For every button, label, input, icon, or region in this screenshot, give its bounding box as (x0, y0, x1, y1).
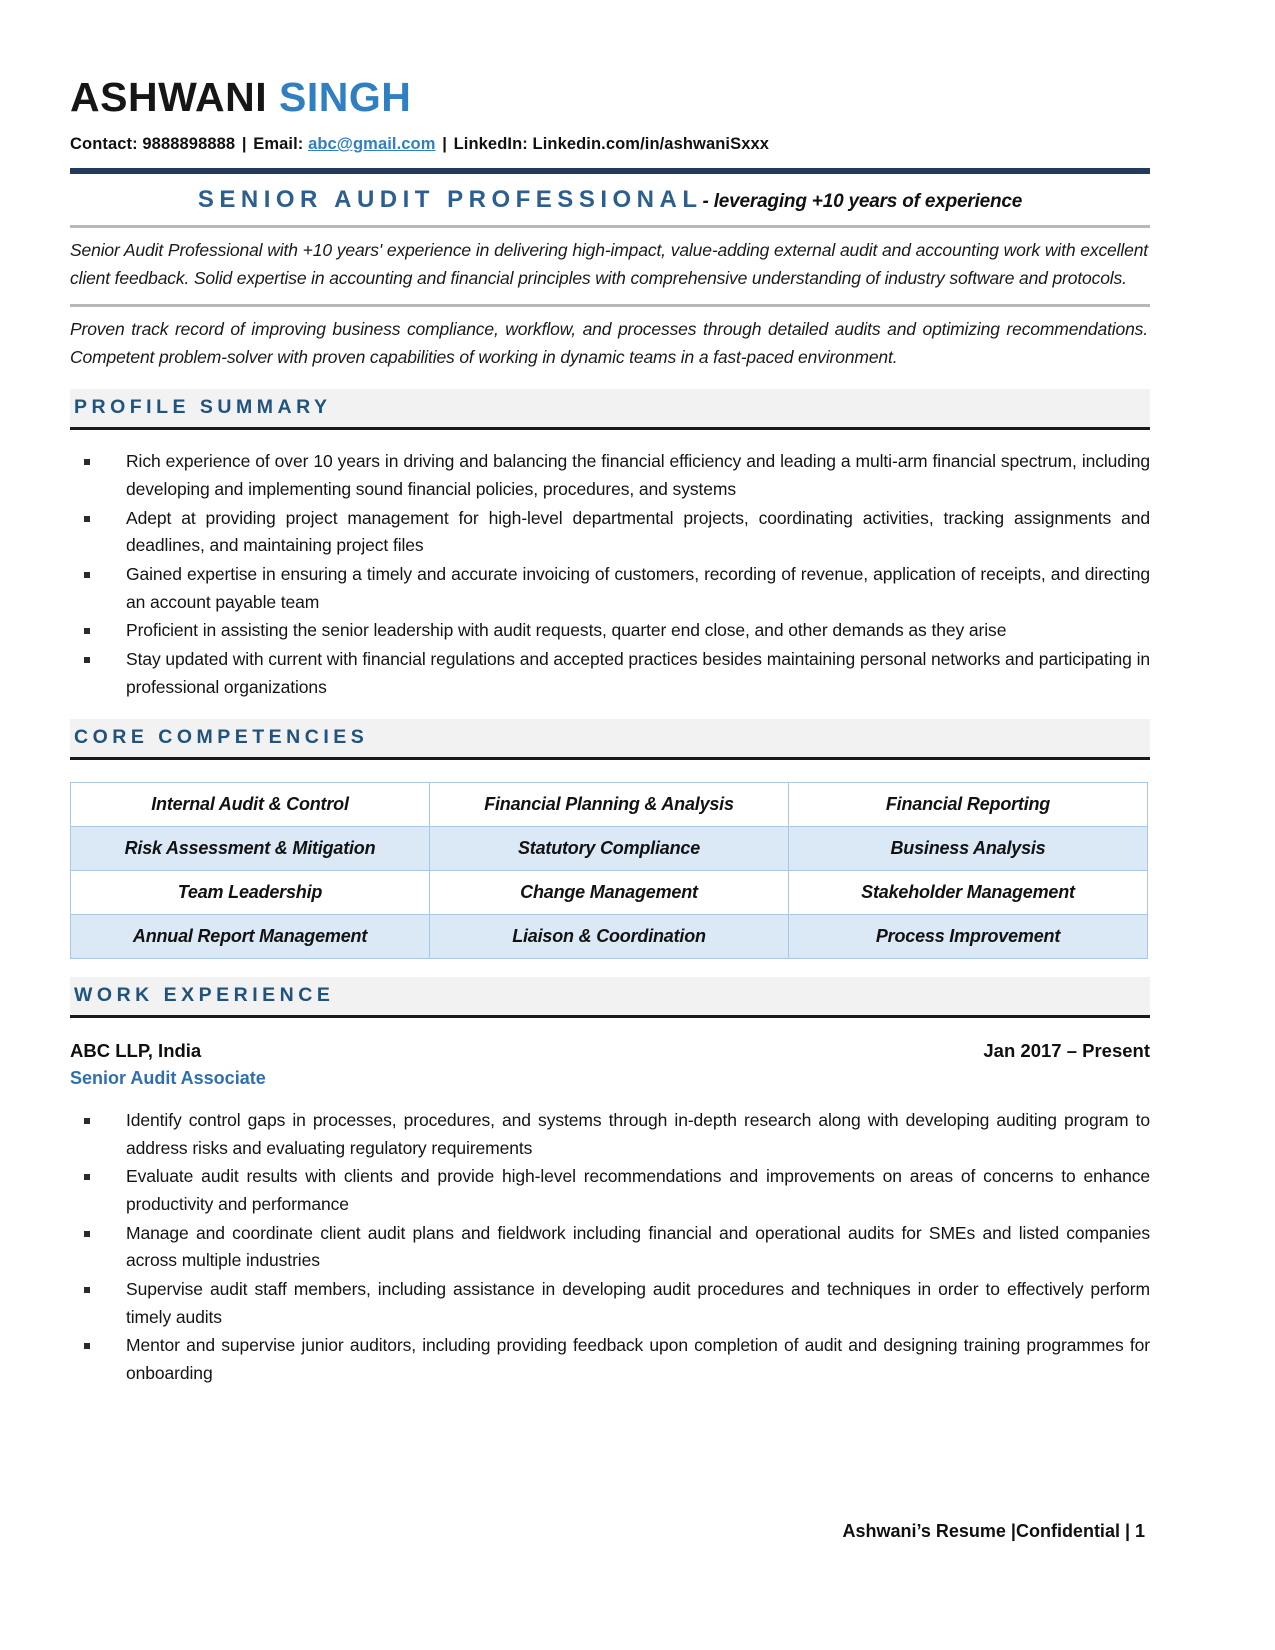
header-navy-divider (70, 168, 1150, 174)
list-item: Mentor and supervise junior auditors, including providing feedback upon completion of audit and designing training programmes for onboarding (70, 1332, 1150, 1387)
section-title-core-competencies: CORE COMPETENCIES (74, 726, 369, 749)
headline-main: SENIOR AUDIT PROFESSIONAL (197, 186, 703, 214)
section-header-band-core-competencies (70, 719, 1150, 760)
competency-cell: Process Improvement (789, 915, 1148, 959)
email-label: Email: (253, 135, 304, 154)
competency-cell: Financial Reporting (789, 783, 1148, 827)
competency-cell: Annual Report Management (71, 915, 430, 959)
contact-label: Contact: (70, 135, 138, 154)
table-row (71, 827, 1148, 871)
list-item: Identify control gaps in processes, procedures, and systems through in-depth research along with developing auditing program to address risks and evaluating regulatory requirements (70, 1107, 1150, 1162)
list-item: Proficient in assisting the senior leadership with audit requests, quarter end close, and other demands as they arise (70, 617, 1150, 645)
competency-cell: Risk Assessment & Mitigation (71, 827, 430, 871)
list-item: Adept at providing project management for high-level departmental projects, coordinating activities, tracking assignments and deadlines, and maintaining project files (70, 505, 1150, 560)
summary-paragraph-2: Proven track record of improving business compliance, workflow, and processes through detailed audits and optimizing recommendations. Competent problem-solver with proven capabilities of working in dynamic teams in a fast-paced environment. (70, 318, 1148, 368)
summary-paragraph-1: Senior Audit Professional with +10 years' experience in delivering high-impact, value-adding external audit and accounting work with excellent client feedback. Solid expertise in accounting and financial principles with comprehensive understanding of industry software and protocols. (70, 240, 1148, 289)
section-header-band-profile-summary (70, 389, 1150, 430)
page-footer: Ashwani’s Resume |Confidential | 1 (842, 1521, 1145, 1541)
list-item: Manage and coordinate client audit plans and fieldwork including financial and operational audits for SMEs and listed companies across multiple industries (70, 1220, 1150, 1275)
list-item: Stay updated with current with financial regulations and accepted practices besides maintaining personal networks and participating in professional organizations (70, 646, 1150, 701)
job-entry-header (70, 1040, 1150, 1062)
list-item: Rich experience of over 10 years in driving and balancing the financial efficiency and leading a multi-arm financial spectrum, including developing and implementing sound financial policies, procedures, and systems (70, 448, 1150, 503)
last-name: SINGH (279, 74, 412, 120)
contact-separator-1: | (241, 135, 247, 154)
headline-sub: - leveraging +10 years of experience (702, 191, 1023, 213)
competency-cell: Financial Planning & Analysis (430, 783, 789, 827)
table-row (71, 915, 1148, 959)
job-role-title: Senior Audit Associate (70, 1068, 266, 1089)
competency-cell: Statutory Compliance (430, 827, 789, 871)
contact-separator-2: | (442, 135, 447, 154)
section-core-competencies (70, 719, 1150, 959)
email-link[interactable]: abc@gmail.com (308, 135, 436, 154)
section-work-experience (70, 977, 1150, 1387)
section-title-profile-summary: PROFILE SUMMARY (74, 396, 332, 419)
job-responsibility-list (70, 1107, 1150, 1387)
section-header-band-work-experience (70, 977, 1150, 1018)
linkedin-label: LinkedIn: (453, 135, 528, 154)
competency-cell: Internal Audit & Control (71, 783, 430, 827)
summary-divider-middle (70, 304, 1150, 307)
first-name: ASHWANI (70, 74, 268, 120)
profile-summary-list (70, 448, 1150, 701)
summary-divider-top (70, 225, 1150, 228)
competency-cell: Liaison & Coordination (430, 915, 789, 959)
job-company-name: ABC LLP, India (70, 1040, 202, 1062)
table-row (71, 783, 1148, 827)
headline-title (70, 186, 1150, 214)
competency-cell: Business Analysis (789, 827, 1148, 871)
competency-cell: Stakeholder Management (789, 871, 1148, 915)
table-row (71, 871, 1148, 915)
list-item: Evaluate audit results with clients and provide high-level recommendations and improvements on areas of concerns to enhance productivity and performance (70, 1163, 1150, 1218)
contact-line (70, 135, 1150, 154)
candidate-name (70, 76, 1150, 119)
job-date-range: Jan 2017 – Present (983, 1040, 1150, 1062)
section-title-work-experience: WORK EXPERIENCE (74, 984, 335, 1007)
list-item: Supervise audit staff members, including assistance in developing audit procedures and techniques in order to effectively perform timely audits (70, 1276, 1150, 1331)
linkedin-value: Linkedin.com/in/ashwaniSxxx (532, 135, 770, 154)
phone-value: 9888898888 (142, 135, 236, 154)
section-profile-summary (70, 389, 1150, 701)
competency-cell: Change Management (430, 871, 789, 915)
competency-cell: Team Leadership (71, 871, 430, 915)
list-item: Gained expertise in ensuring a timely and accurate invoicing of customers, recording of revenue, application of receipts, and directing an account payable team (70, 561, 1150, 616)
core-competencies-table (70, 782, 1148, 959)
